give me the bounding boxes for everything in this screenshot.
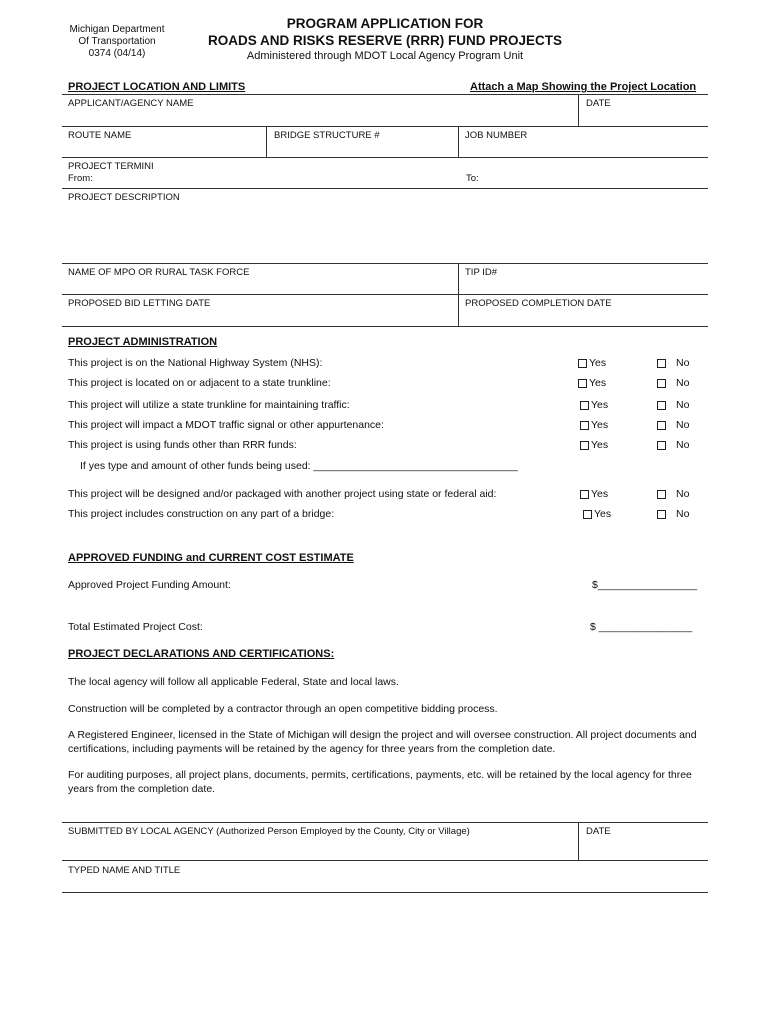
declaration-laws: The local agency will follow all applicable Federal, State and local laws. — [68, 676, 399, 688]
rule — [62, 157, 708, 158]
bridge-field[interactable]: BRIDGE STRUCTURE # — [274, 130, 380, 141]
form-title — [180, 15, 590, 64]
location-header: PROJECT LOCATION AND LIMITS — [68, 81, 246, 93]
declarations-header: PROJECT DECLARATIONS AND CERTIFICATIONS: — [68, 648, 335, 660]
question-bridge-construction: This project includes construction on any part of a bridge: — [68, 508, 335, 520]
job-number-field[interactable]: JOB NUMBER — [465, 130, 528, 141]
question-trunkline-traffic: This project will utilize a state trunkline for maintaining traffic: — [68, 399, 350, 411]
other-funds-no-checkbox[interactable]: No — [657, 439, 689, 451]
submitted-by-field[interactable]: SUBMITTED BY LOCAL AGENCY (Authorized Person Employed by the County, City or Village) — [68, 826, 470, 837]
agency-block — [62, 24, 172, 60]
funding-header: APPROVED FUNDING and CURRENT COST ESTIMATE — [68, 552, 354, 564]
question-trunkline-adjacent: This project is located on or adjacent to a state trunkline: — [68, 377, 331, 389]
typed-name-field[interactable]: TYPED NAME AND TITLE — [68, 865, 181, 876]
description-field[interactable]: PROJECT DESCRIPTION — [68, 192, 180, 203]
nhs-no-checkbox[interactable]: No — [657, 357, 689, 369]
declaration-bidding: Construction will be completed by a contractor through an open competitive bidding process. — [68, 703, 498, 715]
total-cost-field[interactable]: $ ________________ — [590, 621, 693, 633]
question-nhs: This project is on the National Highway System (NHS): — [68, 357, 323, 369]
signature-date-field[interactable]: DATE — [586, 826, 611, 837]
rule — [62, 294, 708, 295]
rule — [62, 263, 708, 264]
packaged-no-checkbox[interactable]: No — [657, 488, 689, 500]
mpo-field[interactable]: NAME OF MPO OR RURAL TASK FORCE — [68, 267, 250, 278]
traffic-signal-yes-checkbox[interactable]: Yes — [580, 419, 608, 431]
rule — [62, 188, 708, 189]
question-packaged-project: This project will be designed and/or packaged with another project using state or federal aid: — [68, 488, 497, 500]
rule — [62, 326, 708, 327]
rule — [62, 822, 708, 823]
declaration-engineer: A Registered Engineer, licensed in the State of Michigan will design the project and will oversee construction. All project documents and certifications, including payments will be retained by the agency for three years from the completion date. — [68, 729, 697, 755]
trunkline-adjacent-yes-checkbox[interactable]: Yes — [578, 377, 606, 389]
title-line-1: PROGRAM APPLICATION FOR — [286, 16, 484, 31]
rule — [62, 892, 708, 893]
question-traffic-signal: This project will impact a MDOT traffic signal or other appurtenance: — [68, 419, 384, 431]
question-other-funds: This project is using funds other than RRR funds: — [68, 439, 297, 451]
completion-date-field[interactable]: PROPOSED COMPLETION DATE — [465, 298, 612, 309]
approved-funding-label: Approved Project Funding Amount: — [68, 579, 231, 591]
total-cost-label: Total Estimated Project Cost: — [68, 621, 203, 633]
approved-funding-field[interactable]: $_________________ — [592, 579, 698, 591]
termini-label: PROJECT TERMINI — [68, 161, 154, 172]
nhs-yes-checkbox[interactable]: Yes — [578, 357, 606, 369]
trunkline-adjacent-no-checkbox[interactable]: No — [657, 377, 689, 389]
title-subtitle: Administered through MDOT Local Agency Program Unit — [246, 50, 524, 62]
divider — [458, 126, 459, 157]
bridge-yes-checkbox[interactable]: Yes — [583, 508, 611, 520]
packaged-yes-checkbox[interactable]: Yes — [580, 488, 608, 500]
bridge-no-checkbox[interactable]: No — [657, 508, 689, 520]
divider — [578, 94, 579, 127]
other-funds-field[interactable]: If yes type and amount of other funds being used: ___________________________________ — [80, 460, 518, 472]
agency-line-2: Of Transportation — [78, 36, 156, 47]
other-funds-yes-checkbox[interactable]: Yes — [580, 439, 608, 451]
rule — [62, 126, 708, 127]
admin-header: PROJECT ADMINISTRATION — [68, 336, 218, 348]
title-line-2: ROADS AND RISKS RESERVE (RRR) FUND PROJECTS — [207, 33, 563, 48]
tip-id-field[interactable]: TIP ID# — [465, 267, 498, 278]
traffic-signal-no-checkbox[interactable]: No — [657, 419, 689, 431]
from-field[interactable]: From: — [68, 173, 93, 184]
divider — [266, 126, 267, 157]
form-number: 0374 (04/14) — [88, 48, 146, 59]
to-field[interactable]: To: — [466, 173, 479, 184]
agency-line-1: Michigan Department — [69, 24, 165, 35]
applicant-field[interactable]: APPLICANT/AGENCY NAME — [68, 98, 194, 109]
rule — [62, 860, 708, 861]
declaration-auditing: For auditing purposes, all project plans, documents, permits, certifications, payments, etc. will be retained by the local agency for three years from the completion date. — [68, 769, 692, 795]
trunkline-traffic-no-checkbox[interactable]: No — [657, 399, 689, 411]
date-field[interactable]: DATE — [586, 98, 611, 109]
trunkline-traffic-yes-checkbox[interactable]: Yes — [580, 399, 608, 411]
bid-letting-date-field[interactable]: PROPOSED BID LETTING DATE — [68, 298, 211, 309]
rule — [62, 94, 708, 95]
divider — [578, 822, 579, 860]
route-field[interactable]: ROUTE NAME — [68, 130, 132, 141]
map-note: Attach a Map Showing the Project Location — [470, 81, 697, 93]
